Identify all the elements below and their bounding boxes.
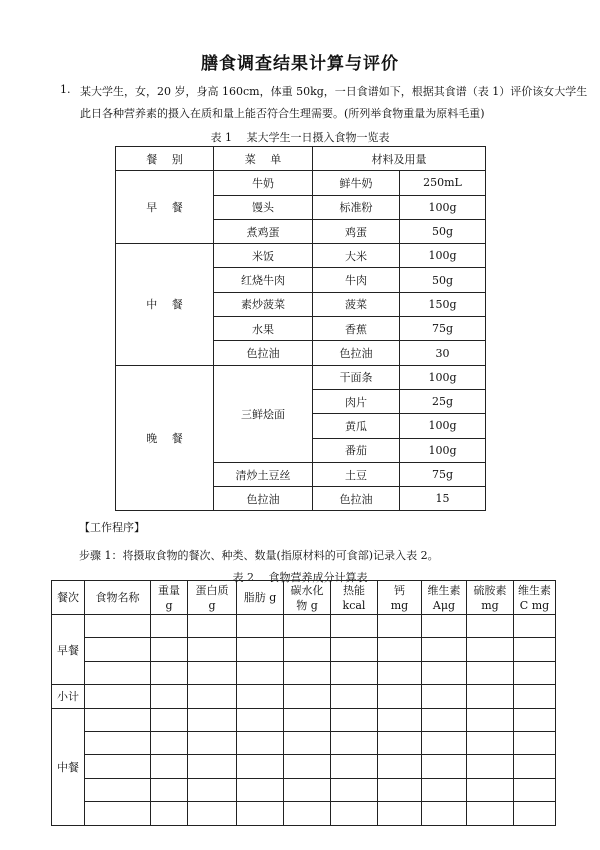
table-cell bbox=[85, 638, 151, 661]
material-cell: 牛肉 bbox=[313, 268, 400, 292]
table-cell bbox=[188, 638, 237, 661]
table-cell bbox=[188, 731, 237, 754]
table-cell bbox=[514, 778, 556, 801]
header-food-name: 食物名称 bbox=[85, 581, 151, 615]
table-cell bbox=[422, 661, 467, 684]
table-cell bbox=[151, 685, 188, 708]
row-label-subtotal: 小计 bbox=[52, 685, 85, 708]
material-cell: 肉片 bbox=[313, 389, 400, 413]
question-text-line-1: 某大学生，女，20 岁，身高 160cm，体重 50kg，一日食谱如下，根据其食谱（表 1）评价该女大学生 bbox=[80, 85, 588, 98]
table-cell bbox=[237, 802, 284, 825]
header-meal: 餐 别 bbox=[116, 147, 214, 171]
table-cell bbox=[514, 685, 556, 708]
table-cell bbox=[514, 708, 556, 731]
material-cell: 菠菜 bbox=[313, 292, 400, 316]
header-fat: 脂肪 g bbox=[237, 581, 284, 615]
table-cell bbox=[331, 685, 378, 708]
table-cell bbox=[151, 615, 188, 638]
header-energy: 热能 kcal bbox=[331, 581, 378, 615]
table-cell bbox=[378, 685, 422, 708]
table-cell bbox=[378, 708, 422, 731]
table-cell bbox=[151, 638, 188, 661]
dish-cell: 煮鸡蛋 bbox=[214, 219, 313, 243]
dish-cell: 米饭 bbox=[214, 244, 313, 268]
amount-cell: 150g bbox=[400, 292, 486, 316]
table-cell bbox=[237, 685, 284, 708]
table-cell bbox=[284, 708, 331, 731]
table-cell bbox=[378, 802, 422, 825]
header-materials: 材料及用量 bbox=[313, 147, 486, 171]
table-cell bbox=[151, 802, 188, 825]
header-vitamin-c: 维生素 C mg bbox=[514, 581, 556, 615]
step-1-text: 步骤 1：将摄取食物的餐次、种类、数量(指原材料的可食部)记录入表 2。 bbox=[79, 549, 439, 562]
table-cell bbox=[422, 778, 467, 801]
material-cell: 色拉油 bbox=[313, 341, 400, 365]
dish-cell: 牛奶 bbox=[214, 171, 313, 195]
table-cell bbox=[514, 802, 556, 825]
table-cell bbox=[284, 802, 331, 825]
table-cell bbox=[467, 755, 514, 778]
dish-cell: 清炒土豆丝 bbox=[214, 462, 313, 486]
dish-cell: 水果 bbox=[214, 317, 313, 341]
question-text-line-2: 此日各种营养素的摄入在质和量上能否符合生理需要。(所列举食物重量为原料毛重) bbox=[80, 107, 485, 120]
table-cell bbox=[422, 802, 467, 825]
table-cell bbox=[237, 661, 284, 684]
table-cell bbox=[237, 755, 284, 778]
table-cell bbox=[151, 731, 188, 754]
table-cell bbox=[151, 661, 188, 684]
table-cell bbox=[85, 731, 151, 754]
table-cell bbox=[422, 731, 467, 754]
table-cell bbox=[422, 708, 467, 731]
header-weight: 重量 g bbox=[151, 581, 188, 615]
row-label-lunch: 中餐 bbox=[52, 708, 85, 825]
table-cell bbox=[331, 615, 378, 638]
table-cell bbox=[188, 685, 237, 708]
table-cell bbox=[85, 778, 151, 801]
amount-cell: 100g bbox=[400, 414, 486, 438]
table-cell bbox=[331, 755, 378, 778]
question-number: 1. bbox=[60, 83, 71, 96]
amount-cell: 100g bbox=[400, 195, 486, 219]
table-cell bbox=[514, 615, 556, 638]
amount-cell: 75g bbox=[400, 317, 486, 341]
table-cell bbox=[422, 755, 467, 778]
table-cell bbox=[378, 661, 422, 684]
amount-cell: 250mL bbox=[400, 171, 486, 195]
dish-cell: 三鲜烩面 bbox=[214, 365, 313, 462]
table-cell bbox=[85, 615, 151, 638]
header-calcium: 钙 mg bbox=[378, 581, 422, 615]
header-carbohydrate: 碳水化 物 g bbox=[284, 581, 331, 615]
table-cell bbox=[467, 708, 514, 731]
table-cell bbox=[188, 755, 237, 778]
amount-cell: 25g bbox=[400, 389, 486, 413]
amount-cell: 50g bbox=[400, 268, 486, 292]
table-cell bbox=[467, 802, 514, 825]
header-meal-time: 餐次 bbox=[52, 581, 85, 615]
table-cell bbox=[188, 778, 237, 801]
table-cell bbox=[85, 802, 151, 825]
table1-caption: 表 1 某大学生一日摄入食物一览表 bbox=[210, 131, 390, 144]
table-cell bbox=[514, 731, 556, 754]
dish-cell: 馒头 bbox=[214, 195, 313, 219]
material-cell: 大米 bbox=[313, 244, 400, 268]
table-cell bbox=[378, 731, 422, 754]
material-cell: 鲜牛奶 bbox=[313, 171, 400, 195]
table-cell bbox=[237, 731, 284, 754]
table-cell bbox=[422, 685, 467, 708]
table-cell bbox=[378, 778, 422, 801]
amount-cell: 100g bbox=[400, 244, 486, 268]
table-cell bbox=[284, 755, 331, 778]
table-cell bbox=[331, 661, 378, 684]
material-cell: 番茄 bbox=[313, 438, 400, 462]
table-cell bbox=[188, 708, 237, 731]
amount-cell: 100g bbox=[400, 365, 486, 389]
table-cell bbox=[331, 708, 378, 731]
material-cell: 鸡蛋 bbox=[313, 219, 400, 243]
table-cell bbox=[284, 661, 331, 684]
table-cell bbox=[514, 638, 556, 661]
dish-cell: 色拉油 bbox=[214, 341, 313, 365]
table-cell bbox=[151, 708, 188, 731]
table-cell bbox=[188, 661, 237, 684]
meal-dinner: 晚 餐 bbox=[116, 365, 214, 511]
material-cell: 色拉油 bbox=[313, 487, 400, 511]
table-cell bbox=[85, 755, 151, 778]
material-cell: 香蕉 bbox=[313, 317, 400, 341]
table-cell bbox=[151, 778, 188, 801]
material-cell: 标准粉 bbox=[313, 195, 400, 219]
table-cell bbox=[188, 802, 237, 825]
meal-lunch: 中 餐 bbox=[116, 244, 214, 365]
dish-cell: 红烧牛肉 bbox=[214, 268, 313, 292]
material-cell: 黄瓜 bbox=[313, 414, 400, 438]
table-cell bbox=[237, 615, 284, 638]
table-cell bbox=[514, 661, 556, 684]
work-procedure-heading: 【工作程序】 bbox=[79, 521, 145, 534]
table-cell bbox=[378, 638, 422, 661]
material-cell: 干面条 bbox=[313, 365, 400, 389]
table-cell bbox=[514, 755, 556, 778]
table2-caption: 表 2 食物营养成分计算表 bbox=[232, 571, 368, 584]
table-cell bbox=[85, 708, 151, 731]
table-cell bbox=[284, 778, 331, 801]
food-intake-table bbox=[115, 146, 486, 511]
table-cell bbox=[284, 731, 331, 754]
table-cell bbox=[467, 685, 514, 708]
table-cell bbox=[422, 638, 467, 661]
page-title: 膳食调查结果计算与评价 bbox=[201, 54, 399, 74]
header-vitamin-a: 维生素 Aμg bbox=[422, 581, 467, 615]
row-label-breakfast: 早餐 bbox=[52, 615, 85, 685]
material-cell: 土豆 bbox=[313, 462, 400, 486]
table-cell bbox=[284, 615, 331, 638]
table-cell bbox=[467, 661, 514, 684]
table-cell bbox=[237, 638, 284, 661]
dish-cell: 素炒菠菜 bbox=[214, 292, 313, 316]
meal-breakfast: 早 餐 bbox=[116, 171, 214, 244]
amount-cell: 15 bbox=[400, 487, 486, 511]
table-cell bbox=[284, 638, 331, 661]
amount-cell: 50g bbox=[400, 219, 486, 243]
dish-cell: 色拉油 bbox=[214, 487, 313, 511]
table-cell bbox=[467, 778, 514, 801]
table-cell bbox=[188, 615, 237, 638]
header-thiamine: 硫胺素 mg bbox=[467, 581, 514, 615]
header-protein: 蛋白质 g bbox=[188, 581, 237, 615]
table-cell bbox=[331, 731, 378, 754]
table-cell bbox=[151, 755, 188, 778]
table-cell bbox=[378, 755, 422, 778]
table-cell bbox=[237, 778, 284, 801]
table-cell bbox=[331, 638, 378, 661]
amount-cell: 100g bbox=[400, 438, 486, 462]
table-cell bbox=[237, 708, 284, 731]
header-dish: 菜 单 bbox=[214, 147, 313, 171]
table-cell bbox=[331, 778, 378, 801]
table-cell bbox=[85, 685, 151, 708]
table-cell bbox=[467, 731, 514, 754]
nutrient-calculation-table bbox=[51, 580, 556, 826]
table-cell bbox=[284, 685, 331, 708]
table-cell bbox=[331, 802, 378, 825]
amount-cell: 30 bbox=[400, 341, 486, 365]
table-cell bbox=[467, 638, 514, 661]
amount-cell: 75g bbox=[400, 462, 486, 486]
table-cell bbox=[85, 661, 151, 684]
table-cell bbox=[422, 615, 467, 638]
table-cell bbox=[467, 615, 514, 638]
table-cell bbox=[378, 615, 422, 638]
